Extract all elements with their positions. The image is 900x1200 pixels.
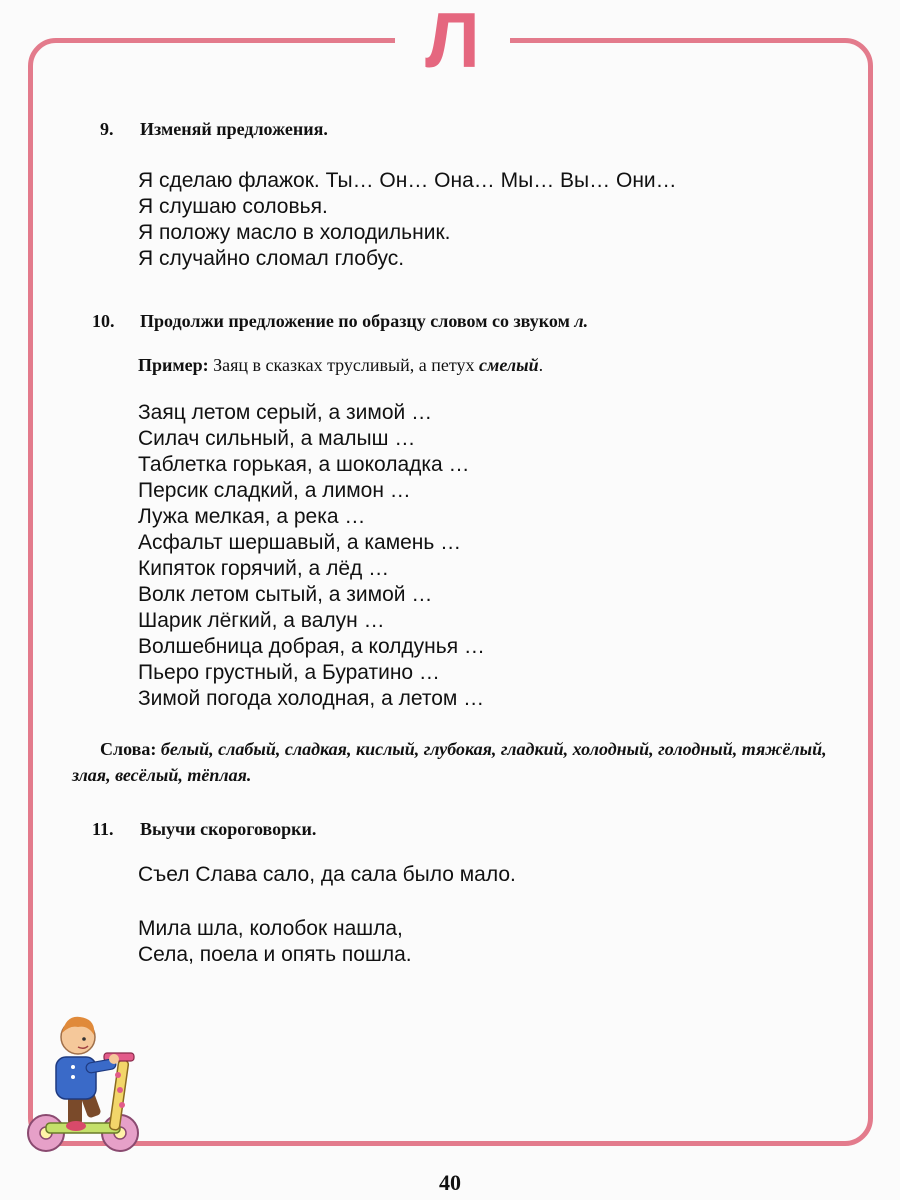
page-number: 40 — [439, 1170, 461, 1195]
task-11-heading — [92, 818, 316, 840]
task-10-words — [72, 736, 842, 788]
words-list: белый, слабый, сладкая, кислый, глубокая, гладкий, холодный, голодный, тяжёлый, злая, весёлый, тёплая. — [72, 739, 827, 785]
list-item: Шарик лёгкий, а валун … — [138, 609, 385, 632]
task-9-number: 9. — [100, 119, 114, 139]
list-item: Таблетка горькая, а шоколадка … — [138, 453, 470, 476]
task-11-title: Выучи скороговорки. — [140, 819, 317, 839]
header-letter: Л — [425, 0, 480, 84]
list-item: Зимой погода холодная, а летом … — [138, 687, 485, 710]
example-label: Пример: — [138, 355, 209, 375]
example-text: Заяц в сказках трусливый, а петух — [208, 355, 480, 375]
list-item: Лужа мелкая, а река … — [138, 505, 366, 528]
list-item: Кипяток горячий, а лёд … — [138, 557, 390, 580]
list-item: Заяц летом серый, а зимой … — [138, 401, 433, 424]
list-item: Силач сильный, а малыш … — [138, 427, 416, 450]
list-item: Я слушаю соловья. — [138, 195, 328, 218]
task-10-lines — [138, 400, 485, 712]
tongue-twister-2-line-1: Мила шла, колобок нашла, — [138, 917, 403, 940]
list-item: Волшебница добрая, а колдунья … — [138, 635, 485, 658]
example-word: смелый — [479, 355, 539, 375]
task-9-heading — [100, 118, 328, 140]
task-10-example — [138, 354, 543, 376]
list-item: Асфальт шершавый, а камень … — [138, 531, 462, 554]
list-item: Я сделаю флажок. Ты… Он… Она… Мы… Вы… Они… — [138, 169, 677, 192]
list-item: Я случайно сломал глобус. — [138, 247, 405, 270]
list-item: Я положу масло в холодильник. — [138, 221, 451, 244]
task-9-title: Изменяй предложения. — [140, 119, 328, 139]
task-10-number: 10. — [92, 311, 115, 331]
list-item: Волк летом сытый, а зимой … — [138, 583, 433, 606]
task-10-heading — [92, 310, 588, 332]
list-item: Персик сладкий, а лимон … — [138, 479, 411, 502]
task-11-number: 11. — [92, 819, 114, 839]
task-9-lines — [138, 168, 677, 272]
boy-on-scooter-illustration — [18, 1005, 143, 1155]
list-item: Пьеро грустный, а Буратино … — [138, 661, 440, 684]
example-end: . — [538, 355, 544, 375]
task-10-title-letter: л. — [574, 311, 589, 331]
words-label: Слова: — [100, 739, 157, 759]
tongue-twister-2-line-2: Села, поела и опять пошла. — [138, 943, 412, 966]
tongue-twister-1: Съел Слава сало, да сала было мало. — [138, 863, 516, 886]
task-10-title: Продолжи предложение по образцу словом со звуком — [140, 311, 575, 331]
